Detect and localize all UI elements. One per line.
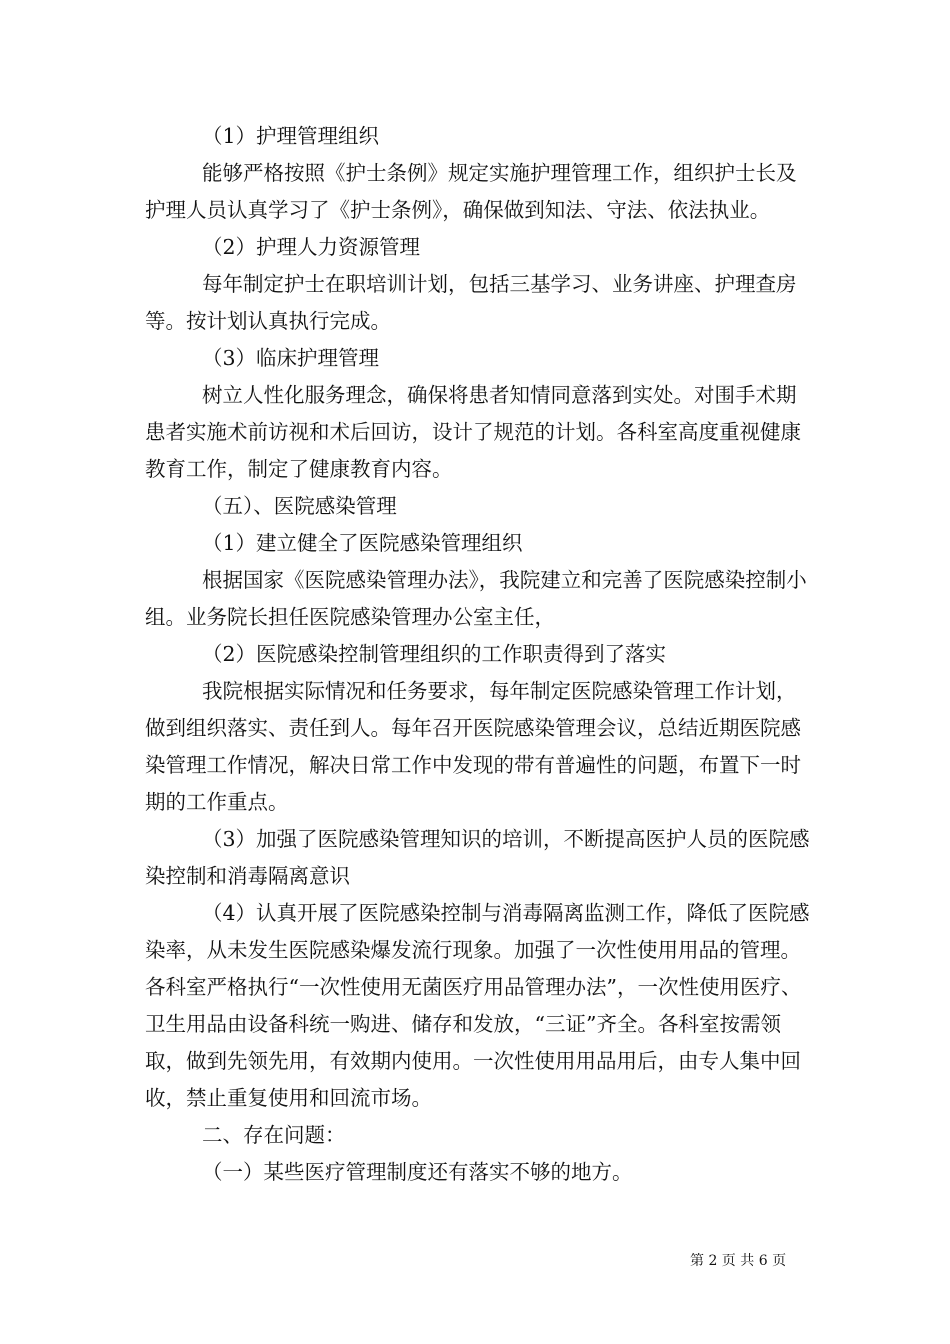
paragraph-infection-org: 根据国家《医院感染管理办法》，我院建立和完善了医院感染控制小组。业务院长担任医院感染管理办公室主任， bbox=[145, 568, 807, 629]
paragraph-infection-training: （3）加强了医院感染管理知识的培训，不断提高医护人员的医院感染控制和消毒隔离意识 bbox=[145, 827, 810, 888]
section-heading-problems: 二、存在问题： bbox=[202, 1123, 346, 1147]
document-body bbox=[145, 118, 810, 1191]
paragraph-clinical-nursing: 树立人性化服务理念，确保将患者知情同意落到实处。对围手术期患者实施术前访视和术后回访，设计了规范的计划。各科室高度重视健康教育工作，制定了健康教育内容。 bbox=[145, 383, 801, 481]
heading-infection-duty: （2）医院感染控制管理组织的工作职责得到了落实 bbox=[202, 642, 667, 666]
heading-nursing-hr: （2）护理人力资源管理 bbox=[202, 235, 421, 259]
page-number: 第 2 页 共 6 页 bbox=[690, 1253, 787, 1269]
heading-nursing-org: （1）护理管理组织 bbox=[202, 124, 380, 148]
heading-infection-org: （1）建立健全了医院感染管理组织 bbox=[202, 531, 523, 555]
heading-clinical-nursing: （3）临床护理管理 bbox=[202, 346, 380, 370]
section-heading-infection: （五）、医院感染管理 bbox=[202, 494, 397, 518]
paragraph-infection-duty: 我院根据实际情况和任务要求，每年制定医院感染管理工作计划，做到组织落实、责任到人。每年召开医院感染管理会议，总结近期医院感染管理工作情况，解决日常工作中发现的带有普遍性的问题，布置下一时期的工作重点。 bbox=[145, 679, 801, 814]
paragraph-infection-monitoring: （4）认真开展了医院感染控制与消毒隔离监测工作，降低了医院感染率，从未发生医院感染爆发流行现象。加强了一次性使用用品的管理。各科室严格执行“一次性使用无菌医疗用品管理办法”，一次性使用医疗、卫生用品由设备科统一购进、储存和发放，“三证”齐全。各科室按需领取，做到先领先用，有效期内使用。一次性使用用品用后，由专人集中回收，禁止重复使用和回流市场。 bbox=[145, 901, 810, 1110]
paragraph-problem-1: （一）某些医疗管理制度还有落实不够的地方。 bbox=[202, 1160, 633, 1184]
paragraph-nursing-org: 能够严格按照《护士条例》规定实施护理管理工作，组织护士长及护理人员认真学习了《护士条例》，确保做到知法、守法、依法执业。 bbox=[145, 161, 797, 222]
paragraph-nursing-hr: 每年制定护士在职培训计划，包括三基学习、业务讲座、护理查房等。按计划认真执行完成。 bbox=[145, 272, 797, 333]
